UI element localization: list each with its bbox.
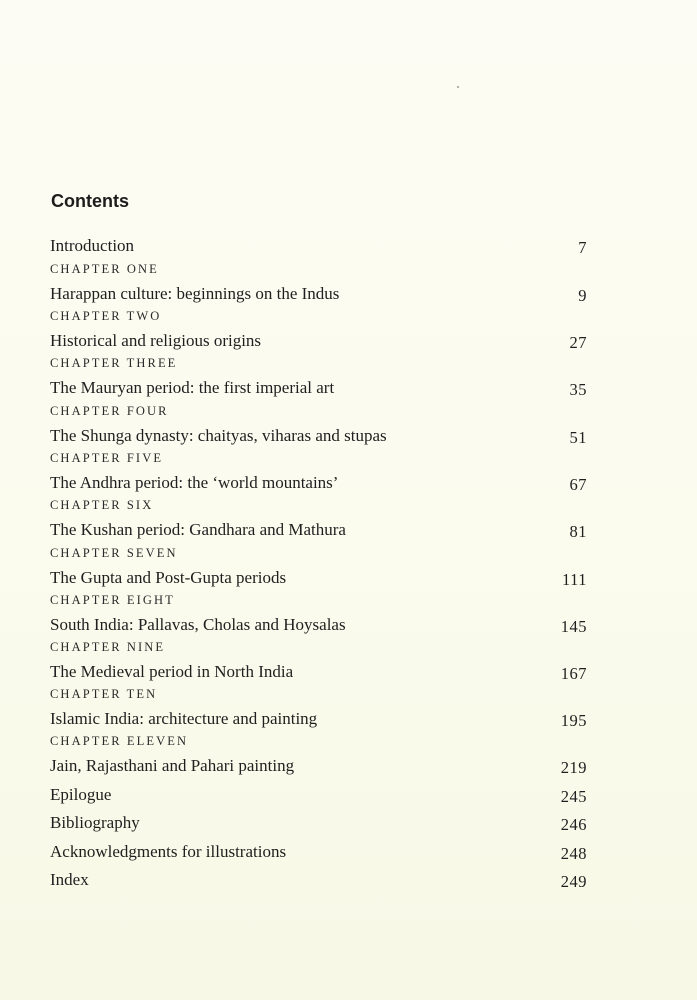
page-number: 51 [569, 428, 587, 447]
page-number: 9 [578, 286, 587, 305]
page-number: 246 [560, 815, 587, 834]
page-number: 245 [560, 787, 587, 806]
chapter-label: CHAPTER TWO [50, 309, 162, 323]
chapter-label: CHAPTER SEVEN [50, 546, 178, 560]
toc-entry [50, 869, 587, 891]
entry-title: Index [50, 870, 89, 889]
chapter-label: CHAPTER EIGHT [50, 593, 175, 607]
toc-entry [50, 262, 587, 305]
entry-title: Historical and religious origins [50, 331, 262, 350]
paper-speck [457, 86, 459, 88]
chapter-label: CHAPTER FIVE [50, 451, 164, 465]
chapter-label: CHAPTER ONE [50, 262, 159, 276]
entry-title: Harappan culture: beginnings on the Indus [50, 284, 340, 303]
page-number: 219 [560, 758, 587, 777]
page-number: 195 [560, 711, 587, 730]
entry-title: The Mauryan period: the first imperial art [50, 378, 335, 397]
entry-title: Bibliography [50, 813, 140, 832]
entry-title: The Andhra period: the ‘world mountains’ [50, 473, 339, 492]
toc-entry [50, 235, 587, 257]
entry-title: The Gupta and Post-Gupta periods [50, 568, 287, 587]
toc-entry [50, 593, 587, 636]
contents-heading: Contents [51, 191, 129, 211]
toc-entry [50, 687, 587, 730]
entry-title: Jain, Rajasthani and Pahari painting [50, 756, 295, 775]
entry-title: South India: Pallavas, Cholas and Hoysalas [50, 615, 346, 634]
page-number: 7 [578, 238, 587, 257]
toc-entry [50, 356, 587, 399]
toc-entry [50, 546, 587, 589]
toc-entry [50, 451, 587, 494]
entry-title: The Shunga dynasty: chaityas, viharas and stupas [50, 426, 387, 445]
page-number: 145 [560, 617, 587, 636]
toc-entry [50, 784, 587, 806]
chapter-label: CHAPTER FOUR [50, 404, 169, 418]
page-number: 81 [569, 522, 587, 541]
chapter-label: CHAPTER NINE [50, 640, 166, 654]
page-number: 35 [569, 380, 587, 399]
page-number: 27 [569, 333, 587, 352]
entry-title: The Kushan period: Gandhara and Mathura [50, 520, 346, 539]
page-number: 167 [560, 664, 587, 683]
chapter-label: CHAPTER THREE [50, 356, 178, 370]
toc-entry [50, 640, 587, 683]
chapter-label: CHAPTER ELEVEN [50, 734, 189, 748]
entry-title: Islamic India: architecture and painting [50, 709, 318, 728]
page-number: 248 [560, 844, 587, 863]
toc-entry [50, 404, 587, 447]
chapter-label: CHAPTER TEN [50, 687, 158, 701]
entry-title: Acknowledgments for illustrations [50, 842, 287, 861]
toc-entry [50, 812, 587, 834]
toc-entry [50, 309, 587, 352]
toc-entry [50, 841, 587, 863]
entry-title: Epilogue [50, 785, 112, 804]
page-number: 67 [569, 475, 587, 494]
page-number: 111 [561, 570, 587, 589]
chapter-label: CHAPTER SIX [50, 498, 154, 512]
page-number: 249 [560, 872, 587, 891]
entry-title: The Medieval period in North India [50, 662, 294, 681]
toc-entry [50, 498, 587, 541]
toc-entry [50, 734, 587, 777]
entry-title: Introduction [50, 236, 135, 255]
